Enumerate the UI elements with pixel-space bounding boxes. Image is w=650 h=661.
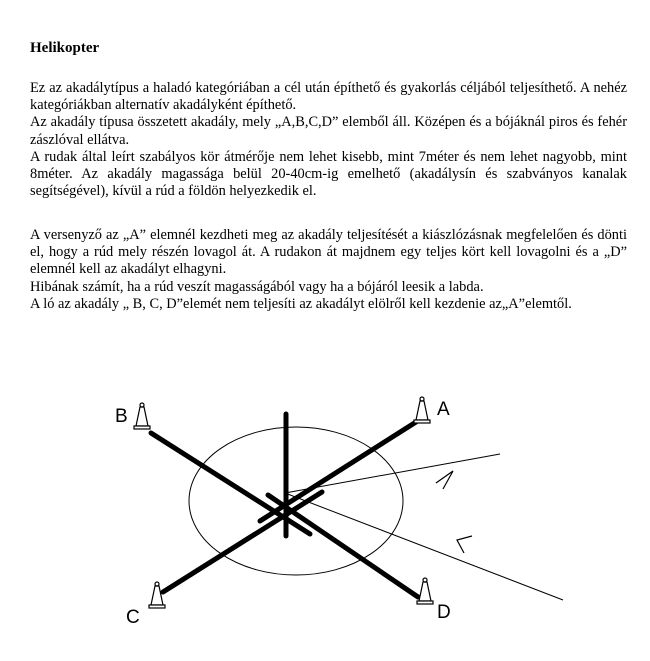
label-b: B	[115, 406, 128, 427]
label-d: D	[437, 602, 451, 623]
rules-block	[30, 227, 627, 313]
cone-icon	[149, 582, 165, 608]
paragraph: Hibának számít, ha a rúd veszít magasságából vagy ha a bójáról leesik a labda.	[30, 278, 484, 295]
paragraph: A ló az akadály „ B, C, D”elemét nem teljesíti az akadályt elölről kell kezdenie az„A”elemtől.	[30, 295, 572, 312]
paragraph: Ez az akadálytípus a haladó kategóriában a cél után építhető és gyakorlás céljából teljesíthető. A nehéz kategóriákban alternatív akadályként építhető.	[30, 80, 627, 114]
label-a: A	[437, 399, 450, 420]
cone-icon	[134, 403, 150, 429]
paragraph: Az akadály típusa összetett akadály, mely „A,B,C,D” elemből áll. Középen és a bójáknál piros és fehér zászlóval ellátva.	[30, 114, 627, 148]
document-title: Helikopter	[30, 40, 100, 56]
paragraph: A rudak által leírt szabályos kör átmérője nem lehet kisebb, mint 7méter és nem lehet nagyobb, mint 8méter. Az akadály magassága belül 20-40cm-ig emelhető (akadálysín és szabványos kanalak segítségével), kívül a rúd a földön helyezkedik el.	[30, 148, 627, 200]
cone-icon	[414, 397, 430, 423]
direction-arrow-icon	[457, 536, 472, 553]
description-block	[30, 80, 627, 200]
label-c: C	[126, 607, 140, 628]
pole-c	[163, 492, 322, 592]
obstacle-diagram	[100, 375, 570, 640]
direction-arrow-icon	[436, 471, 453, 489]
paragraph: A versenyző az „A” elemnél kezdheti meg az akadály teljesítését a kiászlózásnak megfelelően és dönti el, hogy a rúd mely részén lovagol át. A rudakon át majdnem egy teljes kört kell lovagolni és a „D” elemnél kell az akadályt elhagyni.	[30, 227, 627, 278]
pole-d	[268, 495, 418, 597]
cone-icon	[417, 578, 433, 604]
